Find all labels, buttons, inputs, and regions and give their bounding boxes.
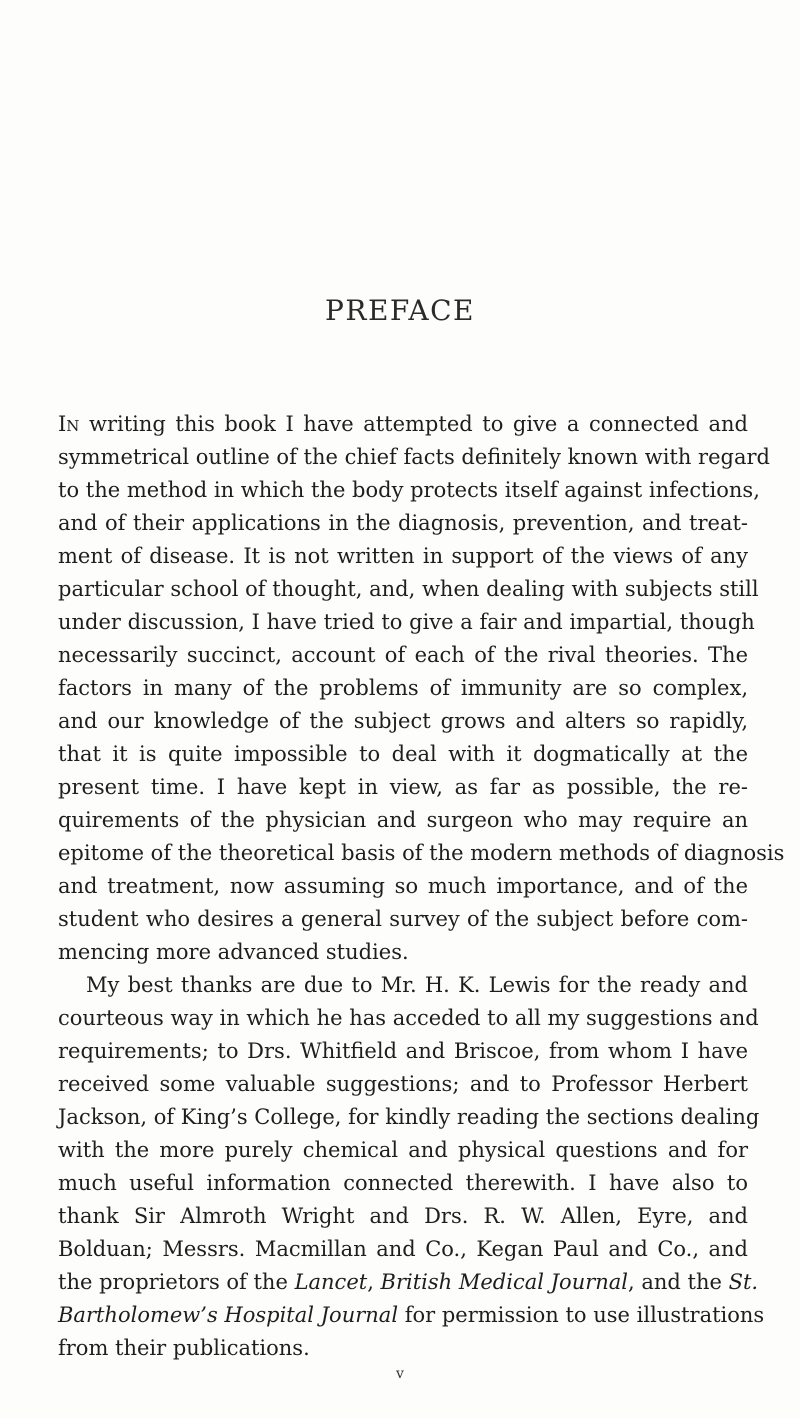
text-line: mencing more advanced studies. bbox=[58, 940, 409, 964]
journal-title: St. bbox=[728, 1270, 759, 1294]
text-line: necessarily succinct, account of each of the rival theories. The bbox=[58, 643, 748, 667]
text-line: present time. I have kept in view, as far as possible, the re- bbox=[58, 775, 748, 799]
text-line: and our knowledge of the subject grows and alters so rapidly, bbox=[58, 709, 748, 733]
text-line: received some valuable suggestions; and to Professor Herbert bbox=[58, 1072, 748, 1096]
text-line: symmetrical outline of the chief facts definitely known with regard bbox=[58, 445, 770, 469]
text-line: to the method in which the body protects itself against infections, bbox=[58, 478, 760, 502]
text-line: ment of disease. It is not written in support of the views of any bbox=[58, 544, 748, 568]
text-line: much useful information connected therewith. I have also to bbox=[58, 1171, 748, 1195]
journal-title: Bartholomew’s Hospital Journal bbox=[58, 1303, 399, 1327]
text-line: epitome of the theoretical basis of the modern methods of diagnosis bbox=[58, 841, 785, 865]
text-line: thank Sir Almroth Wright and Drs. R. W. Allen, Eyre, and bbox=[58, 1204, 748, 1228]
page-title: PREFACE bbox=[325, 293, 475, 327]
text-line: particular school of thought, and, when dealing with subjects still bbox=[58, 577, 759, 601]
text-line: Bartholomew’s Hospital Journal for permission to use illustrations bbox=[58, 1303, 765, 1327]
journal-title: British Medical Journal bbox=[380, 1270, 629, 1294]
text-line: under discussion, I have tried to give a fair and impartial, though bbox=[58, 610, 755, 634]
text-line: and treatment, now assuming so much importance, and of the bbox=[58, 874, 748, 898]
text-line: factors in many of the problems of immunity are so complex, bbox=[58, 676, 748, 700]
text-line: the proprietors of the Lancet, British Medical Journal, and the St. bbox=[58, 1270, 759, 1294]
text-line: Jackson, of King’s College, for kindly reading the sections dealing bbox=[58, 1105, 760, 1129]
text-line: quirements of the physician and surgeon who may require an bbox=[58, 808, 748, 832]
text-line: and of their applications in the diagnosis, prevention, and treat- bbox=[58, 511, 748, 535]
text-line: student who desires a general survey of the subject before com- bbox=[58, 907, 748, 931]
text-line: from their publications. bbox=[58, 1336, 310, 1360]
text-line: Bolduan; Messrs. Macmillan and Co., Kegan Paul and Co., and bbox=[58, 1237, 748, 1261]
text-line: My best thanks are due to Mr. H. K. Lewis for the ready and bbox=[86, 973, 748, 997]
journal-title: Lancet bbox=[294, 1270, 368, 1294]
text-line: that it is quite impossible to deal with it dogmatically at the bbox=[58, 742, 748, 766]
text-line: courteous way in which he has acceded to all my suggestions and bbox=[58, 1006, 759, 1030]
page-number: v bbox=[396, 1366, 404, 1382]
text-line: with the more purely chemical and physical questions and for bbox=[58, 1138, 748, 1162]
text-line: requirements; to Drs. Whitfield and Briscoe, from whom I have bbox=[58, 1039, 748, 1063]
lead-word: In bbox=[58, 412, 80, 436]
text-line: In writing this book I have attempted to give a connected and bbox=[58, 412, 748, 436]
